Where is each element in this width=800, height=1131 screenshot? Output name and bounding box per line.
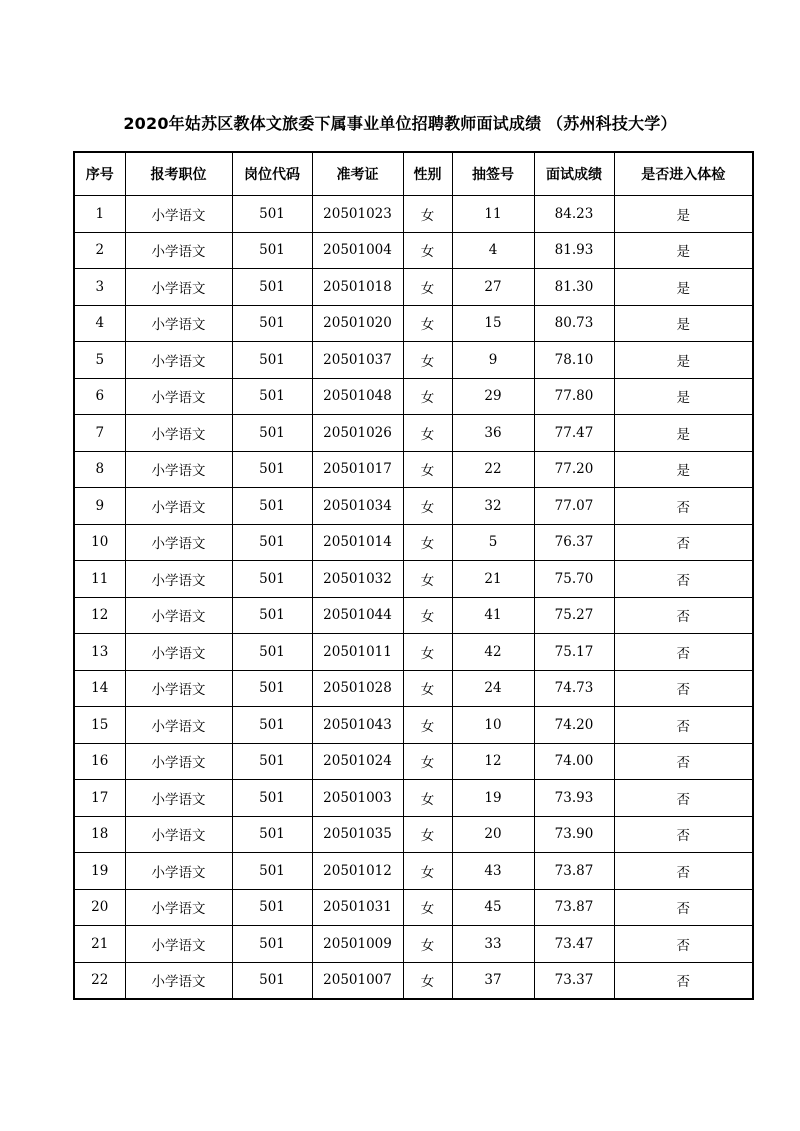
cell-physical-exam: 否	[614, 889, 753, 926]
cell-physical-exam: 是	[614, 378, 753, 415]
cell-admission-ticket: 20501017	[312, 451, 403, 488]
table-row	[74, 196, 753, 233]
cell-position-code: 501	[232, 196, 312, 233]
cell-position-code: 501	[232, 634, 312, 671]
cell-admission-ticket: 20501007	[312, 962, 403, 999]
cell-position: 小学语文	[125, 305, 232, 342]
cell-gender: 女	[403, 670, 452, 707]
cell-admission-ticket: 20501003	[312, 780, 403, 817]
cell-draw-number: 19	[452, 780, 534, 817]
results-table	[73, 151, 754, 1000]
cell-admission-ticket: 20501024	[312, 743, 403, 780]
cell-physical-exam: 是	[614, 269, 753, 306]
table-row	[74, 451, 753, 488]
table-header-row	[74, 152, 753, 196]
cell-position: 小学语文	[125, 816, 232, 853]
cell-physical-exam: 否	[614, 743, 753, 780]
cell-interview-score: 74.00	[534, 743, 614, 780]
cell-position: 小学语文	[125, 743, 232, 780]
cell-admission-ticket: 20501009	[312, 926, 403, 963]
table-row	[74, 816, 753, 853]
cell-interview-score: 73.47	[534, 926, 614, 963]
cell-interview-score: 84.23	[534, 196, 614, 233]
table-row	[74, 853, 753, 890]
column-header-index: 序号	[74, 152, 125, 196]
column-header-interview-score: 面试成绩	[534, 152, 614, 196]
table-body	[74, 196, 753, 1000]
cell-gender: 女	[403, 488, 452, 525]
cell-index: 18	[74, 816, 125, 853]
cell-position: 小学语文	[125, 561, 232, 598]
cell-gender: 女	[403, 196, 452, 233]
cell-physical-exam: 否	[614, 488, 753, 525]
cell-position-code: 501	[232, 670, 312, 707]
table-row	[74, 707, 753, 744]
cell-position: 小学语文	[125, 342, 232, 379]
cell-admission-ticket: 20501032	[312, 561, 403, 598]
cell-position-code: 501	[232, 342, 312, 379]
cell-gender: 女	[403, 926, 452, 963]
cell-gender: 女	[403, 816, 452, 853]
cell-draw-number: 43	[452, 853, 534, 890]
cell-draw-number: 24	[452, 670, 534, 707]
cell-gender: 女	[403, 853, 452, 890]
table-row	[74, 305, 753, 342]
cell-physical-exam: 否	[614, 926, 753, 963]
cell-position: 小学语文	[125, 488, 232, 525]
cell-index: 16	[74, 743, 125, 780]
cell-interview-score: 77.20	[534, 451, 614, 488]
cell-position: 小学语文	[125, 926, 232, 963]
column-header-physical-exam: 是否进入体检	[614, 152, 753, 196]
cell-admission-ticket: 20501023	[312, 196, 403, 233]
cell-index: 12	[74, 597, 125, 634]
cell-physical-exam: 否	[614, 962, 753, 999]
cell-position: 小学语文	[125, 962, 232, 999]
cell-admission-ticket: 20501034	[312, 488, 403, 525]
cell-position: 小学语文	[125, 232, 232, 269]
cell-interview-score: 80.73	[534, 305, 614, 342]
cell-position-code: 501	[232, 232, 312, 269]
cell-draw-number: 9	[452, 342, 534, 379]
cell-draw-number: 32	[452, 488, 534, 525]
page-title: 2020年姑苏区教体文旅委下属事业单位招聘教师面试成绩 （苏州科技大学）	[123, 114, 677, 133]
cell-draw-number: 36	[452, 415, 534, 452]
cell-physical-exam: 是	[614, 232, 753, 269]
cell-gender: 女	[403, 524, 452, 561]
cell-index: 1	[74, 196, 125, 233]
cell-interview-score: 75.70	[534, 561, 614, 598]
cell-index: 21	[74, 926, 125, 963]
cell-position-code: 501	[232, 378, 312, 415]
cell-admission-ticket: 20501031	[312, 889, 403, 926]
column-header-draw-number: 抽签号	[452, 152, 534, 196]
cell-draw-number: 41	[452, 597, 534, 634]
cell-admission-ticket: 20501020	[312, 305, 403, 342]
table-row	[74, 889, 753, 926]
cell-position-code: 501	[232, 853, 312, 890]
cell-admission-ticket: 20501044	[312, 597, 403, 634]
cell-physical-exam: 是	[614, 305, 753, 342]
cell-gender: 女	[403, 305, 452, 342]
table-row	[74, 926, 753, 963]
column-header-admission-ticket: 准考证	[312, 152, 403, 196]
cell-index: 2	[74, 232, 125, 269]
cell-position: 小学语文	[125, 707, 232, 744]
cell-interview-score: 74.20	[534, 707, 614, 744]
cell-interview-score: 76.37	[534, 524, 614, 561]
cell-draw-number: 10	[452, 707, 534, 744]
cell-physical-exam: 否	[614, 670, 753, 707]
table-row	[74, 743, 753, 780]
table-row	[74, 634, 753, 671]
cell-position: 小学语文	[125, 780, 232, 817]
cell-interview-score: 73.90	[534, 816, 614, 853]
cell-interview-score: 81.93	[534, 232, 614, 269]
cell-physical-exam: 是	[614, 451, 753, 488]
cell-gender: 女	[403, 561, 452, 598]
cell-interview-score: 78.10	[534, 342, 614, 379]
cell-interview-score: 73.93	[534, 780, 614, 817]
cell-position-code: 501	[232, 889, 312, 926]
cell-position: 小学语文	[125, 451, 232, 488]
cell-admission-ticket: 20501037	[312, 342, 403, 379]
cell-admission-ticket: 20501004	[312, 232, 403, 269]
table-row	[74, 962, 753, 999]
cell-position-code: 501	[232, 451, 312, 488]
cell-gender: 女	[403, 378, 452, 415]
cell-draw-number: 12	[452, 743, 534, 780]
cell-position: 小学语文	[125, 415, 232, 452]
cell-position: 小学语文	[125, 634, 232, 671]
cell-index: 6	[74, 378, 125, 415]
cell-position: 小学语文	[125, 269, 232, 306]
table-row	[74, 342, 753, 379]
cell-gender: 女	[403, 634, 452, 671]
cell-position: 小学语文	[125, 889, 232, 926]
table-row	[74, 524, 753, 561]
column-header-position: 报考职位	[125, 152, 232, 196]
cell-physical-exam: 是	[614, 415, 753, 452]
cell-admission-ticket: 20501012	[312, 853, 403, 890]
cell-draw-number: 4	[452, 232, 534, 269]
cell-draw-number: 27	[452, 269, 534, 306]
cell-admission-ticket: 20501011	[312, 634, 403, 671]
column-header-position-code: 岗位代码	[232, 152, 312, 196]
cell-index: 17	[74, 780, 125, 817]
cell-interview-score: 73.87	[534, 889, 614, 926]
cell-draw-number: 42	[452, 634, 534, 671]
cell-admission-ticket: 20501028	[312, 670, 403, 707]
cell-admission-ticket: 20501035	[312, 816, 403, 853]
cell-interview-score: 73.87	[534, 853, 614, 890]
cell-index: 20	[74, 889, 125, 926]
cell-draw-number: 11	[452, 196, 534, 233]
cell-index: 13	[74, 634, 125, 671]
cell-physical-exam: 否	[614, 634, 753, 671]
table-row	[74, 269, 753, 306]
cell-interview-score: 75.27	[534, 597, 614, 634]
cell-position: 小学语文	[125, 597, 232, 634]
cell-physical-exam: 否	[614, 597, 753, 634]
cell-position-code: 501	[232, 780, 312, 817]
column-header-gender: 性别	[403, 152, 452, 196]
cell-draw-number: 15	[452, 305, 534, 342]
table-row	[74, 597, 753, 634]
cell-position-code: 501	[232, 561, 312, 598]
cell-physical-exam: 是	[614, 196, 753, 233]
cell-draw-number: 45	[452, 889, 534, 926]
cell-draw-number: 37	[452, 962, 534, 999]
cell-interview-score: 73.37	[534, 962, 614, 999]
cell-physical-exam: 否	[614, 524, 753, 561]
cell-position-code: 501	[232, 597, 312, 634]
cell-physical-exam: 否	[614, 780, 753, 817]
cell-admission-ticket: 20501048	[312, 378, 403, 415]
table-row	[74, 561, 753, 598]
cell-gender: 女	[403, 743, 452, 780]
cell-interview-score: 74.73	[534, 670, 614, 707]
cell-position: 小学语文	[125, 378, 232, 415]
cell-index: 8	[74, 451, 125, 488]
cell-position: 小学语文	[125, 196, 232, 233]
cell-admission-ticket: 20501026	[312, 415, 403, 452]
cell-draw-number: 29	[452, 378, 534, 415]
table-row	[74, 232, 753, 269]
cell-index: 4	[74, 305, 125, 342]
cell-position: 小学语文	[125, 670, 232, 707]
cell-draw-number: 21	[452, 561, 534, 598]
cell-gender: 女	[403, 962, 452, 999]
cell-index: 19	[74, 853, 125, 890]
cell-draw-number: 5	[452, 524, 534, 561]
cell-index: 5	[74, 342, 125, 379]
cell-index: 22	[74, 962, 125, 999]
table-row	[74, 488, 753, 525]
cell-position-code: 501	[232, 305, 312, 342]
cell-position: 小学语文	[125, 524, 232, 561]
cell-physical-exam: 否	[614, 707, 753, 744]
cell-admission-ticket: 20501014	[312, 524, 403, 561]
cell-position-code: 501	[232, 926, 312, 963]
cell-admission-ticket: 20501043	[312, 707, 403, 744]
cell-draw-number: 22	[452, 451, 534, 488]
cell-gender: 女	[403, 597, 452, 634]
cell-position-code: 501	[232, 524, 312, 561]
cell-position-code: 501	[232, 962, 312, 999]
cell-draw-number: 20	[452, 816, 534, 853]
cell-physical-exam: 是	[614, 342, 753, 379]
cell-position-code: 501	[232, 707, 312, 744]
cell-admission-ticket: 20501018	[312, 269, 403, 306]
cell-gender: 女	[403, 232, 452, 269]
cell-position-code: 501	[232, 269, 312, 306]
cell-position-code: 501	[232, 743, 312, 780]
cell-physical-exam: 否	[614, 561, 753, 598]
cell-interview-score: 77.47	[534, 415, 614, 452]
cell-gender: 女	[403, 415, 452, 452]
cell-physical-exam: 否	[614, 816, 753, 853]
cell-gender: 女	[403, 342, 452, 379]
cell-position-code: 501	[232, 816, 312, 853]
cell-gender: 女	[403, 451, 452, 488]
cell-gender: 女	[403, 269, 452, 306]
cell-interview-score: 81.30	[534, 269, 614, 306]
cell-index: 11	[74, 561, 125, 598]
cell-gender: 女	[403, 780, 452, 817]
cell-interview-score: 75.17	[534, 634, 614, 671]
table-row	[74, 780, 753, 817]
cell-position-code: 501	[232, 415, 312, 452]
cell-interview-score: 77.07	[534, 488, 614, 525]
cell-interview-score: 77.80	[534, 378, 614, 415]
cell-physical-exam: 否	[614, 853, 753, 890]
table-row	[74, 415, 753, 452]
cell-gender: 女	[403, 889, 452, 926]
cell-draw-number: 33	[452, 926, 534, 963]
cell-index: 7	[74, 415, 125, 452]
table-row	[74, 670, 753, 707]
cell-position: 小学语文	[125, 853, 232, 890]
cell-index: 10	[74, 524, 125, 561]
cell-index: 14	[74, 670, 125, 707]
cell-gender: 女	[403, 707, 452, 744]
cell-index: 3	[74, 269, 125, 306]
cell-index: 9	[74, 488, 125, 525]
cell-index: 15	[74, 707, 125, 744]
table-row	[74, 378, 753, 415]
cell-position-code: 501	[232, 488, 312, 525]
